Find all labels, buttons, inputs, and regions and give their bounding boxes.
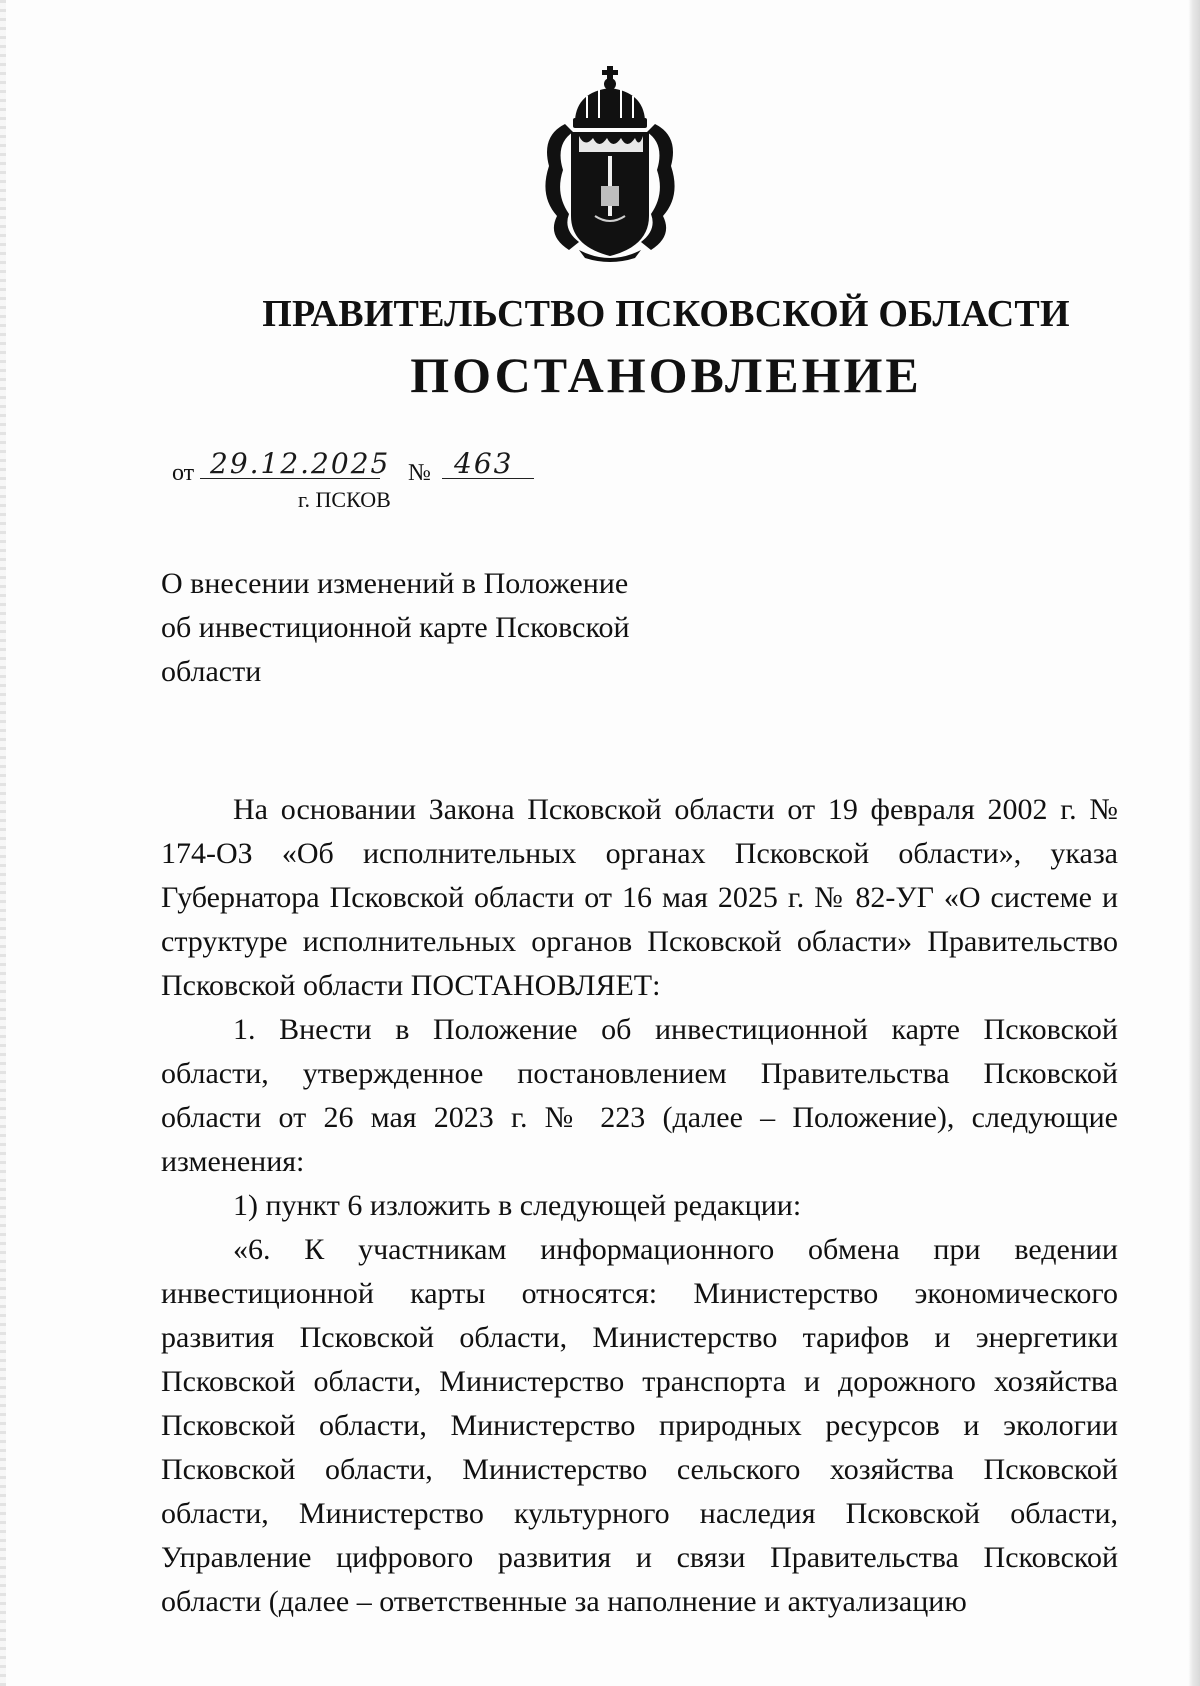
date-field (200, 447, 391, 480)
subject-line: об инвестиционной карте Псковской (161, 611, 630, 644)
handwritten-number: 463 (454, 447, 514, 480)
scan-edge-right (1188, 0, 1200, 1686)
coat-of-arms-emblem (535, 66, 685, 262)
subject-block (161, 562, 661, 694)
body-paragraph-subitem-1: 1) пункт 6 изложить в следующей редакции: (233, 1189, 802, 1222)
body-paragraph-quoted-item-6: «6. К участникам информационного обмена при ведении инвестиционной карты относятся: Министерство экономического развития Псковской области, Министерство тарифов и энергетики Псковской области, Министерство транспорта и дорожного хозяйства Псковской области, Министерство природных ресурсов и экологии Псковской области, Министерство сельского хозяйства Псковской области, Министерство культурного наследия Псковской области, Управление цифрового развития и связи Правительства Псковской области (далее – ответственные за наполнение и актуализацию (161, 1233, 1118, 1618)
subject-line: О внесении изменений в Положение (161, 567, 629, 600)
body-paragraph-preamble: На основании Закона Псковской области от 19 февраля 2002 г. № 174-ОЗ «Об исполнительных органах Псковской области», указа Губернатора Псковской области от 16 мая 2025 г. № 82-УГ «О системе и структуре исполнительных органов Псковской области» Правительство Псковской области ПОСТАНОВЛЯЕТ: (161, 793, 1118, 1002)
scan-edge-left (0, 0, 6, 1686)
government-title: ПРАВИТЕЛЬСТВО ПСКОВСКОЙ ОБЛАСТИ (262, 293, 1070, 335)
city-label: г. ПСКОВ (298, 487, 391, 512)
decree-body (161, 788, 1118, 1624)
number-sign: № (408, 460, 431, 486)
handwritten-date: 29.12.2025 (210, 447, 391, 480)
date-prefix: от (172, 460, 195, 486)
number-field (442, 448, 534, 479)
body-paragraph-item-1: 1. Внести в Положение об инвестиционной карте Псковской области, утвержденное постановлением Правительства Псковской области от 26 мая 2023 г. № 223 (далее – Положение), следующие изменения: (161, 1013, 1118, 1178)
document-type-title: ПОСТАНОВЛЕНИЕ (410, 347, 922, 403)
subject-line: области (161, 655, 262, 688)
